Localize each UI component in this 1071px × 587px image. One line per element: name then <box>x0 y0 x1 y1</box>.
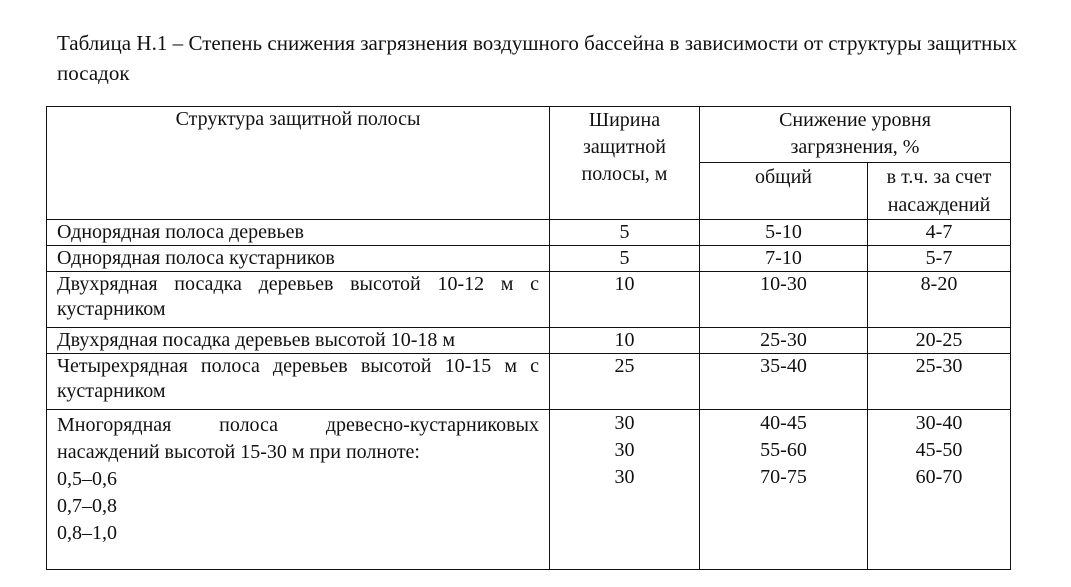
cell-width-stack <box>550 410 700 570</box>
cell-width: 10 <box>550 328 700 354</box>
cell-width: 30 <box>614 466 635 488</box>
header-width <box>550 107 700 220</box>
cell-total: 70-75 <box>760 466 807 488</box>
fullness-value: 0,8–1,0 <box>57 522 117 544</box>
header-total <box>700 163 868 220</box>
table-row <box>47 354 1011 410</box>
cell-plants: 5-7 <box>868 246 1011 272</box>
header-width-line2: защитной <box>582 136 667 158</box>
header-width-line3: полосы, м <box>581 163 668 185</box>
cell-total: 55-60 <box>760 439 807 461</box>
cell-plants: 8-20 <box>868 272 1011 328</box>
cell-total: 40-45 <box>760 412 807 434</box>
cell-structure: Однорядная полоса кустарников <box>47 246 550 272</box>
cell-plants-stack <box>868 410 1011 570</box>
cell-structure: Однорядная полоса деревьев <box>47 220 550 246</box>
header-reduction-line1: Снижение уровня <box>779 109 931 131</box>
header-total-label: общий <box>755 166 812 188</box>
header-structure-label: Структура защитной полосы <box>175 108 421 130</box>
cell-total-stack <box>700 410 868 570</box>
cell-width: 30 <box>614 412 635 434</box>
cell-structure: Четырехрядная полоса деревьев высотой 10-15 м с кустарником <box>47 354 550 410</box>
header-reduction-line2: загрязнения, % <box>790 136 920 158</box>
cell-plants: 60-70 <box>915 466 963 488</box>
cell-width: 30 <box>614 439 635 461</box>
cell-plants: 4-7 <box>868 220 1011 246</box>
cell-total: 25-30 <box>700 328 868 354</box>
cell-width: 10 <box>550 272 700 328</box>
header-plants <box>868 163 1011 220</box>
cell-structure: Двухрядная посадка деревьев высотой 10-18 м <box>47 328 550 354</box>
cell-structure-multi <box>47 410 550 570</box>
cell-width: 25 <box>550 354 700 410</box>
table-caption: Таблица Н.1 – Степень снижения загрязнения воздушного бассейна в зависимости от структуры защитных посадок <box>57 31 1017 85</box>
table-row <box>47 246 1011 272</box>
header-structure <box>47 107 550 220</box>
cell-structure: Двухрядная посадка деревьев высотой 10-12 м с кустарником <box>47 272 550 328</box>
table-row <box>47 220 1011 246</box>
header-plants-line1: в т.ч. за счет <box>886 166 992 188</box>
multi-structure-text: Многорядная полоса древесно-кустарниковых насаждений высотой 15-30 м при полноте: <box>57 414 539 463</box>
header-plants-line2: насаждений <box>887 194 991 216</box>
table-row <box>47 410 1011 570</box>
cell-plants: 25-30 <box>868 354 1011 410</box>
header-width-line1: Ширина <box>588 109 661 131</box>
pollution-reduction-table <box>46 106 1011 570</box>
table-row <box>47 328 1011 354</box>
fullness-value: 0,5–0,6 <box>57 468 117 490</box>
header-reduction <box>700 107 1011 163</box>
cell-width: 5 <box>550 246 700 272</box>
cell-width: 5 <box>550 220 700 246</box>
cell-plants: 30-40 <box>915 412 963 434</box>
cell-total: 7-10 <box>700 246 868 272</box>
cell-total: 10-30 <box>700 272 868 328</box>
cell-plants: 20-25 <box>868 328 1011 354</box>
cell-plants: 45-50 <box>915 439 963 461</box>
table-row <box>47 272 1011 328</box>
fullness-value: 0,7–0,8 <box>57 495 117 517</box>
cell-total: 5-10 <box>700 220 868 246</box>
cell-total: 35-40 <box>700 354 868 410</box>
